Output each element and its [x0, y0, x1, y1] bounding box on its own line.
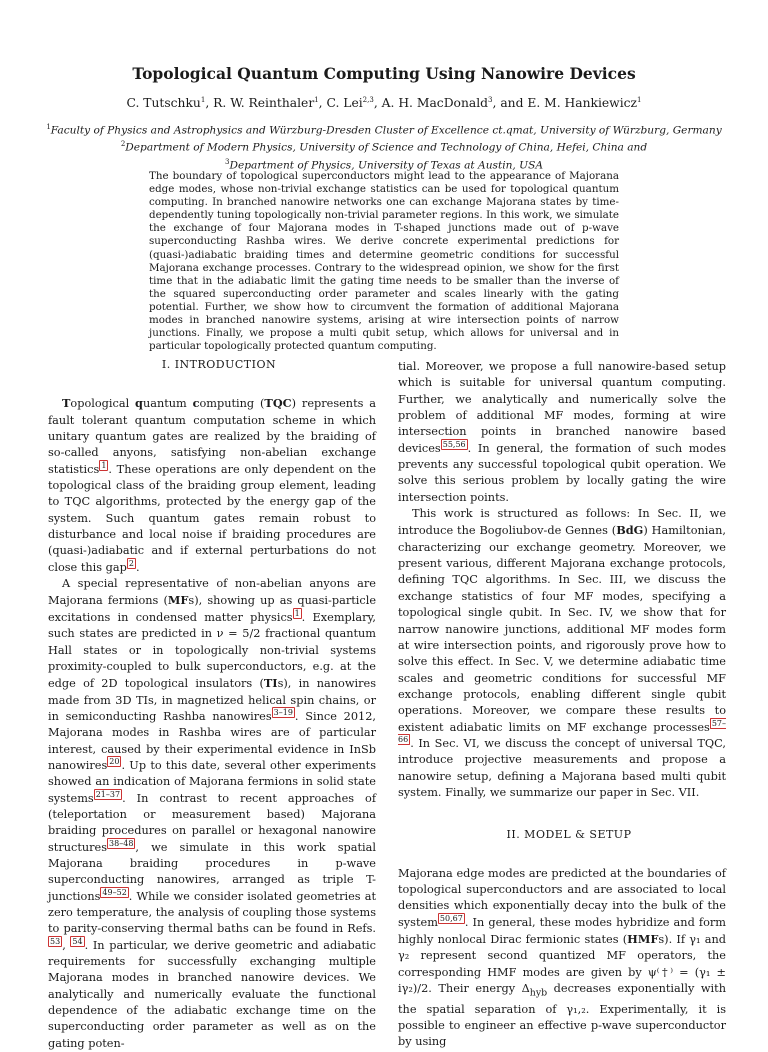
author: C. Tutschku [126, 96, 201, 111]
affiliation: $^2$Department of Modern Physics, University of Science and Technology of China, Hefei, China and [120, 140, 648, 154]
section-heading-model: II. MODEL & SETUP [506, 828, 632, 842]
author: A. H. MacDonald [381, 96, 489, 111]
paragraph: This work is structured as follows: In Sec. II, we introduce the Bogoliubov-de Gennes (BdG) Hamiltonian, characterizing our exchange geometry. Moreover, we present various, different Majorana exchange protocols, defining TQC algorithms. In Sec. III, we discuss the exchange statistics of four MF modes, specifying a topological single qubit. In Sec. IV, we show that for narrow nanowire junctions, additional MF modes form at wire intersection points, and rigorously prove how to solve this effect. In Sec. V, we determine adiabatic time scales and geometric conditions for successful MF exchange protocols, enabling different single qubit operations. Moreover, we compare these results to existent adiabatic limits on MF exchange processes $^{57-66}$ . In Sec. VI, we discuss the concept of universal TQC, introduce projective measurements and propose a nanowire setup, defining a Majorana based multi qubit system. Finally, we summarize our paper in Sec. VII. [398, 507, 726, 799]
author: C. Lei [326, 96, 363, 111]
citation-link[interactable]: 20 [109, 757, 120, 767]
citation-link[interactable]: 57–66 [398, 718, 726, 745]
author-affil-mark: 1 [637, 96, 642, 104]
affiliations [0, 121, 768, 173]
paragraph: A special representative of non-abelian anyons are Majorana fermions (MFs), showing up as quasi-particle excitations in condensed matter physics $^1$ . Exemplary, such states are predicted in ν = 5/2 fractional quantum Hall states or in topologically non-trivial systems proximity-coupled to bulk superconductors, e.g. at the edge of 2D topological insulators (TIs), in nanowires made from 3D TIs, in magnetized helical spin chains, or in semiconducting Rashba nanowires $^{3-19}$ . Since 2012, Majorana modes in Rashba wires are of particular interest, caused by their experimental evidence in InSb nanowires $^{20}$ . Up to this date, several other experiments showed an indication of Majorana fermions in solid state systems $^{21-37}$ . In contrast to recent approaches of (teleportation or measurement based) Majorana braiding procedures on parallel or hexagonal nanowire structures $^{38-48}$ , we simulate in this work spatial Majorana braiding procedures in p-wave superconducting nanowires, arranged as triple T-junctions $^{49-52}$ . While we consider isolated geometries at zero temperature, the analysis of coupling those systems to parity-conserving thermal baths can be found in Refs. $^{53}$ , $^{54}$ . In particular, we derive geometric and adiabatic requirements for successfully exchanging multiple Majorana modes in branched nanowire devices. We analytically and numerically evaluate the functional dependence of the adiabatic exchange time on the superconducting order parameter as well as on the gating poten- [48, 577, 376, 1050]
author-affil-mark: 2,3 [362, 96, 374, 104]
author-affil-mark: 1 [314, 96, 319, 104]
paragraph: tial. Moreover, we propose a full nanowire-based setup which is suitable for universal quantum computing. Further, we analytically and numerically solve the problem of additional MF modes, forming at wire intersection points in branched nanowire based devices $^{55,56}$ . In general, the formation of such modes prevents any successful topological qubit operation. We solve this serious problem by locally gating the wire intersection points. [398, 360, 726, 504]
author: R. W. Reinthaler [213, 96, 315, 111]
right-column [398, 359, 726, 1051]
paragraph: Topological quantum computing (TQC) represents a fault tolerant quantum computation scheme in which unitary quantum gates are realized by the braiding of so-called anyons, satisfying non-abelian exchange statistics $^1$ . These operations are only dependent on the topological class of the braiding group element, leading to TQC algorithms, protected by the energy gap of the system. Such quantum gates remain robust to disturbance and local noise if braiding procedures are (quasi-)adiabatic and if external perturbations do not close this gap $^2$ . [48, 396, 376, 574]
author-affil-mark: 1 [200, 96, 206, 104]
author-list: C. Tutschku$^1$, R. W. Reinthaler$^1$, C. Lei$^{2,3}$, A. H. MacDonald$^3$, and E. M. Hankiewicz$^1$ [126, 96, 642, 111]
citation-link[interactable]: 53 [50, 936, 61, 946]
author: and E. M. Hankiewicz [500, 96, 638, 111]
paper-title: Topological Quantum Computing Using Nanowire Devices [132, 64, 636, 83]
abstract: The boundary of topological superconductors might lead to the appearance of Majorana edge modes, whose non-trivial exchange statistics can be used for topological quantum computing. In branched nanowire networks one can exchange Majorana states by time-dependently tuning topologically non-trivial parameter regions. In this work, we simulate the exchange of four Majorana modes in T-shaped junctions made out of p-wave superconducting Rashba wires. We derive concrete experimental predictions for (quasi-)adiabatic braiding times and determine geometric conditions for successful Majorana exchange processes. Contrary to the widespread opinion, we show for the first time that in the adiabatic limit the gating time needs to be smaller than the inverse of the squared superconducting order parameter and scales linearly with the gating potential. Further, we show how to circumvent the formation of additional Majorana modes in branched nanowire systems, arising at wire intersection points of narrow junctions. Finally, we propose a multi qubit setup, which allows for universal and in particular topologically protected quantum computing. [149, 170, 619, 353]
citation-link[interactable]: 38–48 [109, 838, 134, 848]
section-heading-introduction: I. INTRODUCTION [161, 358, 277, 371]
citation-link[interactable]: 3–19 [273, 708, 293, 718]
paragraph: Majorana edge modes are predicted at the boundaries of topological superconductors and are associated to local densities which exponentially decay into the bulk of the system $^{50,67}$ . In general, these modes hybridize and form highly nonlocal Dirac fermionic states (HMFs). If γ₁ and γ₂ represent second quantized MF operators, the corresponding HMF modes are given by ψ⁽†⁾ = (γ₁ ± iγ₂)/2. Their energy $\Delta_{hyb}$ decreases exponentially with the spatial separation of γ₁,₂. Experimentally, it is possible to engineer an effective p-wave superconductor by using [398, 866, 726, 1049]
author-affil-mark: 3 [488, 96, 493, 104]
affiliation: $^3$Department of Physics, University of Texas at Austin, USA [225, 157, 543, 172]
citation-link[interactable]: 21–37 [95, 789, 121, 799]
citation-link[interactable]: 1 [294, 609, 300, 619]
left-column [48, 357, 376, 1052]
affiliation: $^1$Faculty of Physics and Astrophysics and Würzburg-Dresden Cluster of Excellence ct.qmat, University of Würzburg, Germany [46, 123, 722, 137]
citation-link[interactable]: 1 [101, 460, 107, 470]
citation-link[interactable]: 50,67 [439, 913, 463, 923]
citation-link[interactable]: 49–52 [102, 887, 127, 897]
citation-link[interactable]: 54 [72, 936, 83, 946]
citation-link[interactable]: 2 [128, 559, 134, 569]
citation-link[interactable]: 55,56 [442, 439, 466, 449]
